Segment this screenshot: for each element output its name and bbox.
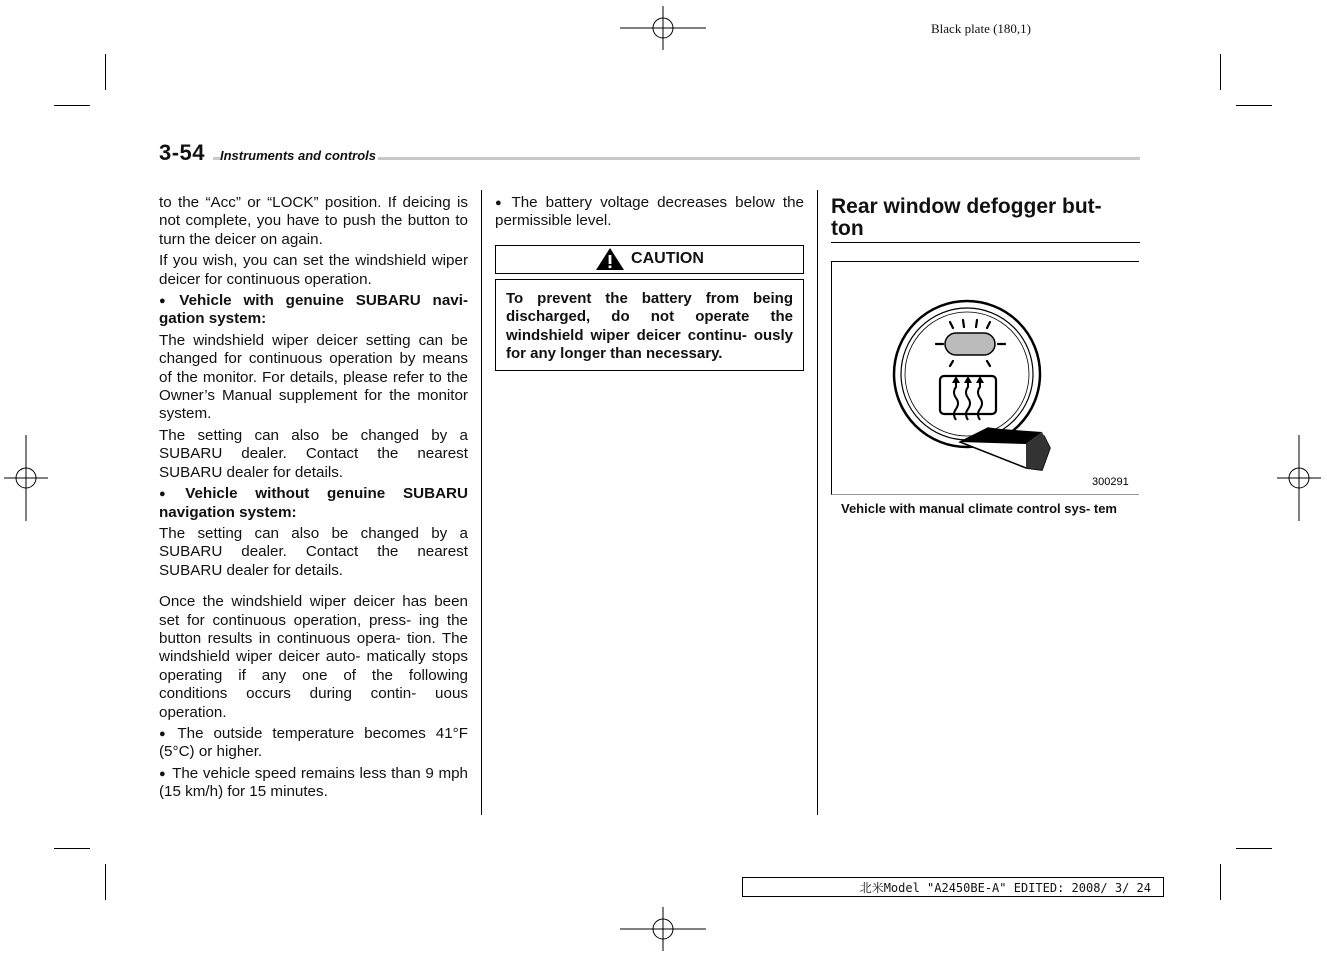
- bullet-heading: [159, 485, 468, 522]
- caution-header: [495, 245, 804, 274]
- bullet-icon: ●: [159, 295, 174, 308]
- paragraph: The windshield wiper deicer setting can be changed for continuous operation by means of the monitor. For details, please refer to the Owner’s Manual supplement for the monitor system.: [159, 331, 468, 423]
- caution-text: To prevent the battery from being discharged, do not operate the windshield wiper deicer continu- ously for any longer than necessary.: [495, 279, 804, 371]
- caution-label: CAUTION: [631, 250, 704, 268]
- bullet-heading-text: Vehicle with genuine SUBARU navi- gation system:: [159, 292, 469, 328]
- bullet-item: [495, 194, 804, 231]
- bullet-icon: ●: [159, 488, 180, 501]
- column-separator: [481, 190, 482, 815]
- plate-label: Black plate (180,1): [931, 21, 1031, 36]
- paragraph: If you wish, you can set the windshield wiper deicer for continuous operation.: [159, 252, 468, 288]
- paragraph: The setting can also be changed by a SUBARU dealer. Contact the nearest SUBARU dealer for details.: [159, 524, 468, 579]
- bullet-item: [159, 765, 468, 802]
- bullet-item: [159, 725, 468, 762]
- registration-mark-bottom: [620, 907, 706, 951]
- bullet-icon: ●: [159, 727, 172, 740]
- registration-mark-right: [1277, 435, 1321, 521]
- paragraph: The setting can also be changed by a SUBARU dealer. Contact the nearest SUBARU dealer for details.: [159, 426, 468, 481]
- registration-mark-left: [4, 435, 48, 521]
- registration-mark-top: [620, 6, 706, 50]
- page-number: 3-54: [159, 140, 213, 166]
- column-separator: [817, 190, 818, 815]
- column-1: [159, 194, 468, 805]
- paragraph: to the “Acc” or “LOCK” position. If deicing is not complete, you have to push the button to turn the deicer on again.: [159, 194, 468, 248]
- warning-triangle-icon: [595, 247, 625, 271]
- bullet-text: The battery voltage decreases below the permissible level.: [495, 194, 804, 230]
- figure-box: [831, 261, 1139, 495]
- bullet-icon: ●: [159, 767, 167, 780]
- bullet-text: The vehicle speed remains less than 9 mph (15 km/h) for 15 minutes.: [159, 764, 468, 801]
- figure-caption: Vehicle with manual climate control sys- tem: [841, 501, 1117, 516]
- column-2: [495, 194, 804, 371]
- bullet-heading-text: Vehicle without genuine SUBARU navigation system:: [159, 485, 468, 521]
- bullet-text: The outside temperature becomes 41°F (5°C) or higher.: [159, 724, 468, 761]
- bullet-icon: ●: [495, 197, 506, 209]
- footer-edit-info: 北米Model "A2450BE-A" EDITED: 2008/ 3/ 24: [742, 877, 1164, 897]
- column-3: [831, 194, 1140, 517]
- section-title: Instruments and controls: [220, 148, 377, 163]
- bullet-heading: [159, 292, 468, 329]
- paragraph: Once the windshield wiper deicer has been set for continuous operation, press- ing the button results in continuous opera- tion. The windshield wiper deicer auto- matically stops operating if any one of the following conditions occurs during contin- uous operation.: [159, 593, 468, 721]
- figure-code: 300291: [1092, 476, 1129, 488]
- section-heading: Rear window defogger but- ton: [831, 196, 1140, 243]
- defogger-button-illustration: [832, 262, 1139, 494]
